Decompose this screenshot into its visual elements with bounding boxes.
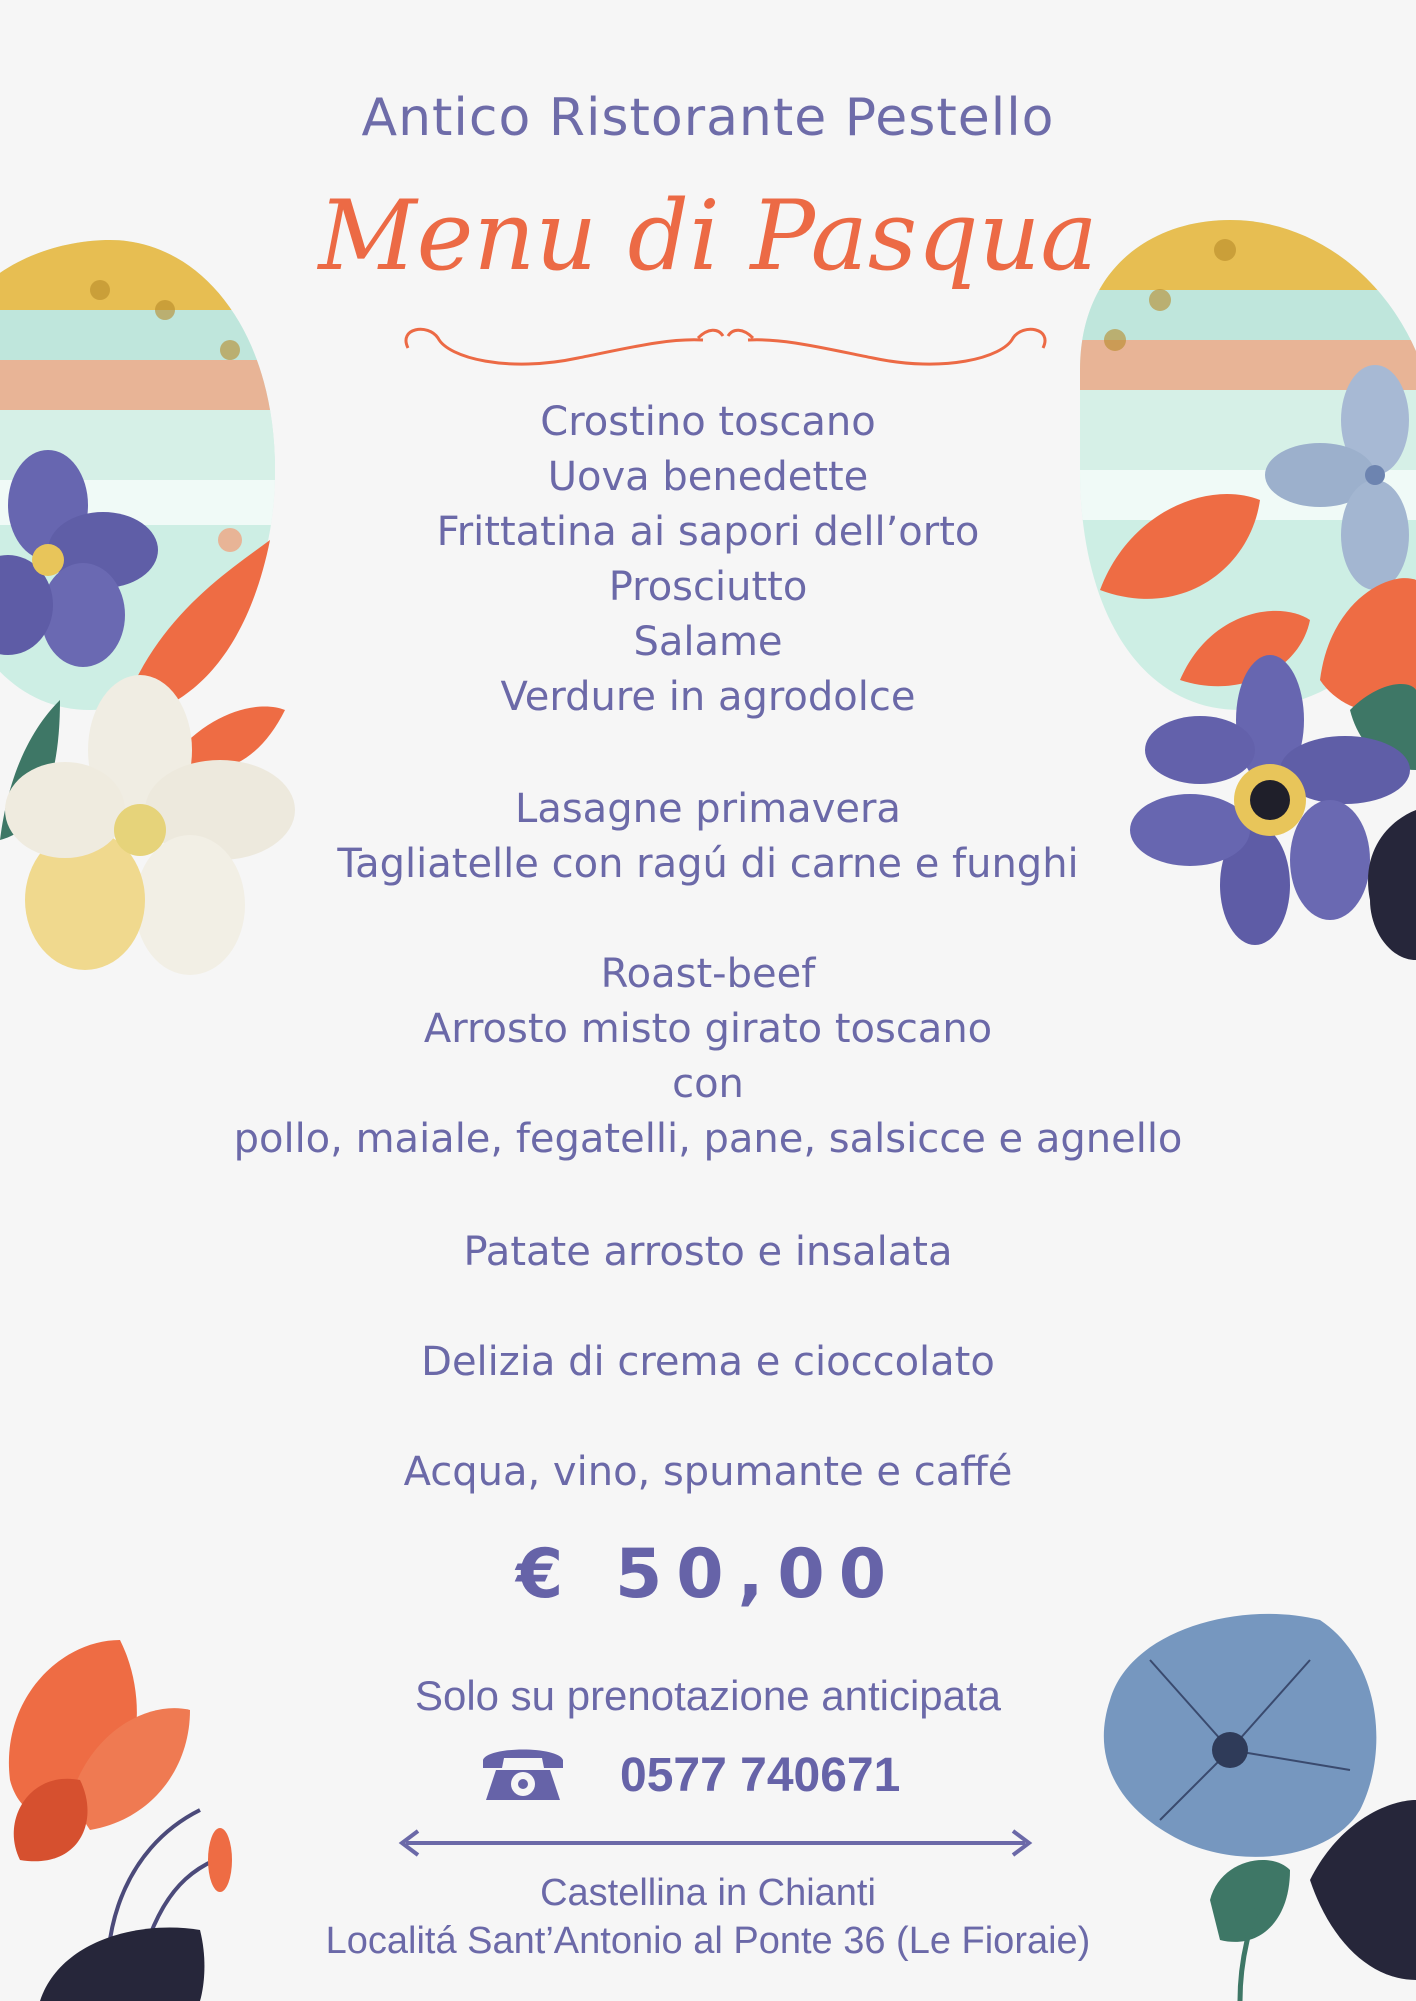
primi-section <box>0 782 1416 892</box>
restaurant-name: Antico Ristorante Pestello <box>361 88 1055 148</box>
menu-item: Roast-beef <box>600 951 816 997</box>
ornament-divider <box>398 318 1053 378</box>
dolce-section <box>0 1335 1416 1390</box>
menu-item: Arrosto misto girato toscano <box>423 1006 993 1052</box>
menu-item: Acqua, vino, spumante e caffé <box>403 1449 1013 1495</box>
reservation-note: Solo su prenotazione anticipata <box>414 1672 1002 1719</box>
menu-item: Crostino toscano <box>540 399 876 445</box>
menu-item: con <box>672 1061 744 1107</box>
antipasti-section <box>0 395 1416 725</box>
bevande-section <box>0 1445 1416 1500</box>
menu-item: Lasagne primavera <box>515 786 901 832</box>
menu-item: Tagliatelle con ragú di carne e funghi <box>337 841 1079 887</box>
menu-item: Frittatina ai sapori dell’orto <box>436 509 980 555</box>
menu-item: Delizia di crema e cioccolato <box>421 1339 995 1385</box>
telephone-icon <box>478 1742 568 1806</box>
phone-row <box>0 1748 1416 1818</box>
menu-item: pollo, maiale, fegatelli, pane, salsicce e agnello <box>233 1116 1183 1162</box>
menu-item: Patate arrosto e insalata <box>463 1229 953 1275</box>
menu-item: Salame <box>633 619 783 665</box>
menu-title: Menu di Pasqua <box>318 180 1098 292</box>
menu-item: Prosciutto <box>608 564 808 610</box>
secondi-section <box>0 947 1416 1167</box>
menu-item: Uova benedette <box>547 454 869 500</box>
menu-item: Verdure in agrodolce <box>500 674 916 720</box>
arrow-divider <box>398 1828 1033 1858</box>
contorni-section <box>0 1225 1416 1280</box>
address-line-2: Localitá Sant’Antonio al Ponte 36 (Le Fioraie) <box>325 1920 1091 1962</box>
address-line-1: Castellina in Chianti <box>540 1872 876 1914</box>
phone-number[interactable]: 0577 740671 <box>620 1749 901 1802</box>
price: € 50,00 <box>515 1535 901 1614</box>
